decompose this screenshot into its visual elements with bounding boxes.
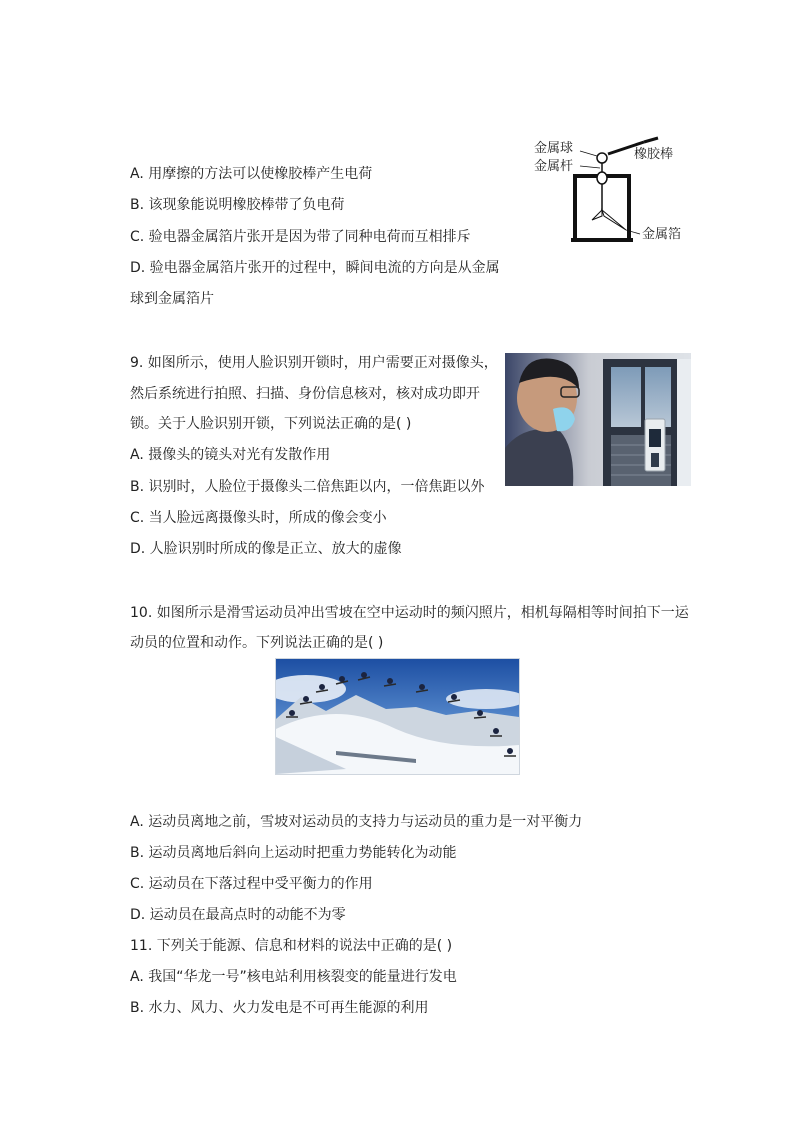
label-rubber-rod: 橡胶棒 [634,147,674,162]
q9-option-a: A. 摄像头的镜头对光有发散作用 [130,447,331,463]
q8-option-c: C. 验电器金属箔片张开是因为带了同种电荷而互相排斥 [130,229,471,245]
label-metal-rod: 金属杆 [534,159,574,174]
label-metal-ball: 金属球 [534,141,574,156]
label-metal-foil: 金属箔 [642,227,682,242]
q9-stem-line-2: 然后系统进行拍照、扫描、身份信息核对，核对成功即开 [130,386,480,402]
q11-stem: 11. 下列关于能源、信息和材料的说法中正确的是( ) [130,938,453,954]
q11-option-a: A. 我国“华龙一号”核电站利用核裂变的能量进行发电 [130,969,457,985]
q8-option-d-continuation: 球到金属箔片 [130,291,214,307]
q9-option-b: B. 识别时，人脸位于摄像头二倍焦距以内，一倍焦距以外 [130,479,485,495]
q9-option-d: D. 人脸识别时所成的像是正立、放大的虚像 [130,541,402,557]
skier-stroboscopic-photo [275,658,520,775]
q10-option-d: D. 运动员在最高点时的动能不为零 [130,907,346,923]
q9-stem-line-3: 锁。关于人脸识别开锁，下列说法正确的是( ) [130,416,412,432]
q10-stem-line-2: 动员的位置和动作。下列说法正确的是( ) [130,635,384,651]
q8-option-a: A. 用摩擦的方法可以使橡胶棒产生电荷 [130,166,373,182]
q9-option-c: C. 当人脸远离摄像头时，所成的像会变小 [130,510,387,526]
q10-stem-line-1: 10. 如图所示是滑雪运动员冲出雪坡在空中运动时的频闪照片，相机每隔相等时间拍下一运 [130,605,689,621]
metal-ball [597,153,607,163]
q10-option-b: B. 运动员离地后斜向上运动时把重力势能转化为动能 [130,845,457,861]
q9-stem-line-1: 9. 如图所示，使用人脸识别开锁时，用户需要正对摄像头， [130,355,498,371]
q8-option-b: B. 该现象能说明橡胶棒带了负电荷 [130,197,345,213]
q11-option-b: B. 水力、风力、火力发电是不可再生能源的利用 [130,1000,429,1016]
q10-option-a: A. 运动员离地之前，雪坡对运动员的支持力与运动员的重力是一对平衡力 [130,814,583,830]
face-recognition-photo [505,353,691,486]
q10-option-c: C. 运动员在下落过程中受平衡力的作用 [130,876,373,892]
metal-foil [602,210,626,230]
q8-option-d: D. 验电器金属箔片张开的过程中，瞬间电流的方向是从金属 [130,260,500,276]
